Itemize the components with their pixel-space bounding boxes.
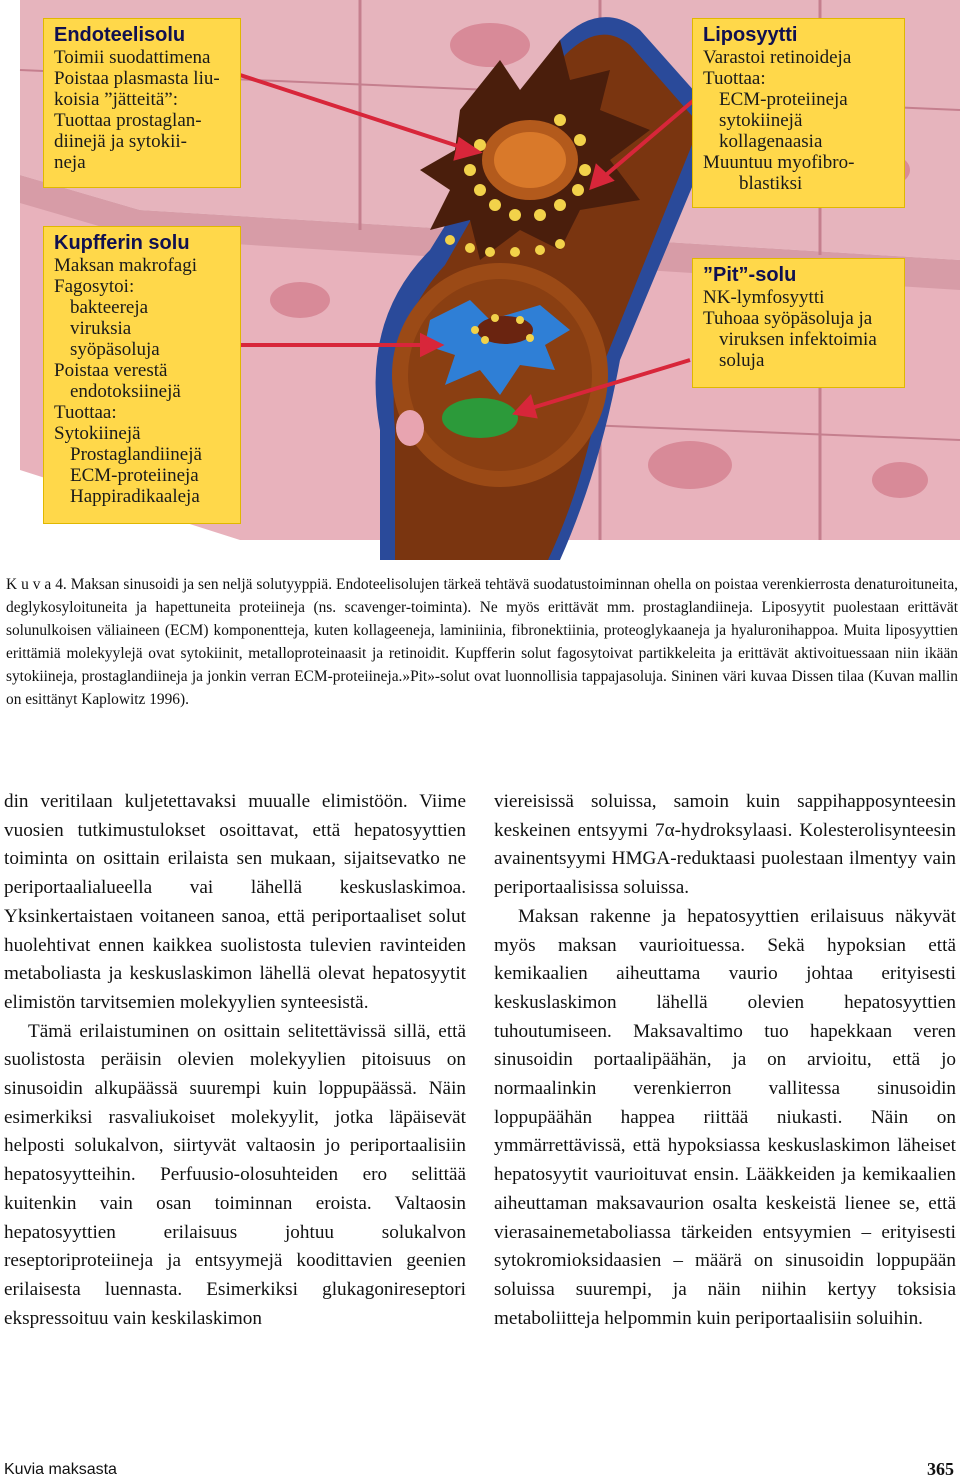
kupffer-line: ECM-proteiineja: [70, 465, 199, 486]
liposyte-line: sytokiinejä: [719, 110, 803, 131]
kupffer-line: bakteereja: [70, 297, 149, 318]
endothelial-line: Poistaa plasmasta liu-: [54, 68, 220, 89]
endothelial-line: neja: [54, 152, 86, 173]
liposyte-line: Muuntuu myofibro-: [703, 152, 855, 173]
liposyte-line: blastiksi: [739, 173, 803, 194]
endothelial-line: Toimii suodattimena: [54, 47, 211, 68]
kupffer-line: viruksia: [70, 318, 132, 339]
body-column-left: [4, 788, 466, 1333]
endothelial-title: Endoteelisolu: [54, 24, 186, 46]
kupffer-line: syöpäsoluja: [70, 339, 160, 360]
endothelial-line: diinejä ja sytokii-: [54, 131, 187, 152]
body-paragraph: Tämä erilaistuminen on osittain selitettävissä sillä, että suolistosta peräisin olevien molekyylien pitoisuus on sinusoidin alkupäässä suurempi kuin loppupäässä. Näin esimerkiksi rasvaliukoiset molekyylit, jotka läpäisevät helposti solukalvon, siirtyvät valtaosin jo periportaalisiin hepatosyytteihin. Perfuusio-olosuhteiden ero selittää kuitenkin vain osan toiminnan eroista. Valtaosin hepatosyyttien erilaisuus johtuu solukalvon reseptoriproteiineja ja entsyymejä koodittavien geenien erilaisesta luennasta. Esimerkiksi glukagonireseptori ekspressoituu vain keskilaskimon: [4, 1020, 466, 1329]
kupffer-line: endotoksiinejä: [70, 381, 181, 402]
pit-line: NK-lymfosyytti: [703, 287, 825, 308]
running-footer-title: Kuvia maksasta: [4, 1461, 117, 1478]
kupffer-line: Happiradikaaleja: [70, 486, 200, 507]
liposyte-line: kollagenaasia: [719, 131, 823, 152]
body-paragraph: viereisissä soluissa, samoin kuin sappihapposynteesin keskeinen entsyymi 7α-hydroksylaasi. Kolesterolisynteesin avainentsyymi HMGA-reduktaasi puolestaan ilmentyy vain periportaalisissa soluissa.: [494, 791, 956, 899]
pit-title: ”Pit”-solu: [703, 264, 797, 286]
pit-cell: [442, 398, 518, 438]
liposyte-line: ECM-proteiineja: [719, 89, 848, 110]
kupffer-line: Maksan makrofagi: [54, 255, 197, 276]
kupffer-label-box: [43, 226, 241, 524]
endothelial-line: koisia ”jätteitä”:: [54, 89, 178, 110]
red-blood-cell: [396, 410, 424, 446]
body-column-right: [494, 788, 956, 1333]
endothelial-label-box: [43, 18, 241, 188]
kupffer-line: Poistaa verestä: [54, 360, 168, 381]
endothelial-line: Tuottaa prostaglan-: [54, 110, 202, 131]
pit-line: Tuhoaa syöpäsoluja ja: [703, 308, 873, 329]
body-paragraph: din veritilaan kuljetettavaksi muualle elimistöön. Viime vuosien tutkimustulokset osoittavat, että hepatosyyttien toiminta on osittain erilaista sen mukaan, sijaitsevatko ne periportaalialueella vai lähellä keskuslaskimoa. Yksinkertaistaen voitaneen sanoa, että periportaaliset solut huolehtivat ennen kaikkea suolistosta tulevien ravinteiden metaboliasta ja keskuslaskimon lähellä olevat hepatosyytit elimistön tarvitsemien molekyylien synteesistä.: [4, 791, 466, 1013]
kupffer-line: Sytokiinejä: [54, 423, 141, 444]
figure-caption: K u v a 4. Maksan sinusoidi ja sen neljä solutyyppiä. Endoteelisolujen tärkeä tehtävä suodatustoiminnan ohella on poistaa verenkierrosta denaturoituneita, deglykosyloituneita ja hapettuneita proteiineja (ns. scavenger-toiminta). Ne myös erittävät mm. prostaglandiineja. Liposyytit puolestaan erittävät solunulkoisen väliaineen (ECM) komponentteja, kuten kollageeneja, laminiinia, fibronektiinia, proteoglykaaneja ja hyaluronihappoa. Muita liposyyttien erittämiä molekyylejä ovat sytokiinit, metalloproteinaasit ja retinoidit. Kupfferin solut fagosytoivat partikkeleita ja erittävät aktivoituessaan niin ikään sytokiineja, prostaglandiineja ja jonkin verran ECM-proteiineja.»Pit»-solut ovat luonnollisia tappajasoluja. Sininen väri kuvaa Dissen tilaa (Kuvan mallin on esittänyt Kaplowitz 1996).: [6, 576, 958, 708]
page-number: 365: [927, 1459, 954, 1479]
pit-line: soluja: [719, 350, 765, 371]
kupffer-title: Kupfferin solu: [54, 232, 190, 254]
liposyte-line: Varastoi retinoideja: [703, 47, 852, 68]
kupffer-line: Prostaglandiinejä: [70, 444, 202, 465]
liposyte-line: Tuottaa:: [703, 68, 766, 89]
pit-line: viruksen infektoimia: [719, 329, 877, 350]
pit-label-box: [692, 258, 905, 388]
liposyte-title: Liposyytti: [703, 24, 798, 46]
body-paragraph: Maksan rakenne ja hepatosyyttien erilaisuus näkyvät myös maksan vaurioituessa. Sekä hypoksian että kemikaalien aiheuttama vaurio johtaa erityisesti keskuslaskimon lähellä olevien hepatosyyttien tuhoutumiseen. Maksavaltimo tuo hapekkaan veren sinusoidin portaalipäähän, ja on arvioitu, että jo normaalinkin verenkierron vallitessa sinusoidin loppupäähän happea riittää niukasti. Näin on ymmärrettävissä, että hypoksiassa keskuslaskimon läheiset hepatosyytit vaurioituvat ensin. Lääkkeiden ja kemikaalien aiheuttaman maksavaurion osalta keskeistä lienee se, että vierasainemetaboliassa tärkeiden entsyymien – erityisesti sytokromioksidaasien – määrä on sinusoidin loppupään soluissa suurempi, ja näin niihin kertyy toksisia metaboliitteja helpommin kuin periportaalisiin soluihin.: [494, 905, 956, 1329]
kupffer-line: Fagosytoi:: [54, 276, 135, 297]
sinusoid-figure: [0, 0, 960, 560]
liposyte-label-box: [692, 18, 905, 208]
kupffer-line: Tuottaa:: [54, 402, 117, 423]
